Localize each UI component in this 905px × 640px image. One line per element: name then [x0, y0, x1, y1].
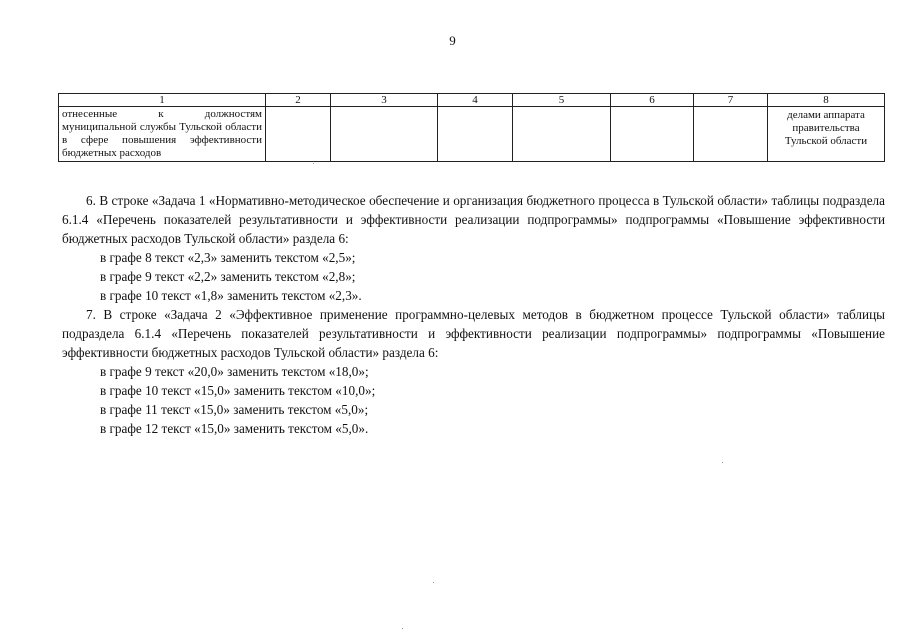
table-header-cell-6: 6: [611, 94, 694, 107]
table-cell-empty: [438, 107, 513, 162]
paragraph-7: 7. В строке «Задача 2 «Эффективное применение программно-целевых методов в бюджетном процессе Тульской области» таблицы подраздела 6.1.4 «Перечень показателей результативности и эффективности реализации подпрограммы» подпрограммы «Повышение эффективности бюджетных расходов Тульской области» раздела 6:: [62, 307, 885, 360]
table-header-cell-1: 1: [59, 94, 266, 107]
table-cell-empty: [266, 107, 331, 162]
table-header-cell-4: 4: [438, 94, 513, 107]
table-header-cell-3: 3: [331, 94, 438, 107]
table-header-row: [59, 94, 885, 107]
list-item: в графе 10 текст «15,0» заменить текстом «10,0»;: [100, 383, 376, 398]
list-item: в графе 8 текст «2,3» заменить текстом «2,5»;: [100, 250, 356, 265]
table-cell-empty: [611, 107, 694, 162]
list-item: в графе 11 текст «15,0» заменить текстом «5,0»;: [100, 402, 369, 417]
document-body: [62, 191, 885, 438]
table-cell-department: делами аппарата правительства Тульской области: [768, 107, 885, 162]
page-number: 9: [449, 33, 456, 48]
table-cell-description: отнесенные к должностям муниципальной службы Тульской области в сфере повышения эффективности бюджетных расходов: [59, 107, 266, 162]
table-row: [59, 107, 885, 162]
list-item: в графе 10 текст «1,8» заменить текстом «2,3».: [100, 288, 362, 303]
scan-speck: [722, 462, 723, 463]
list-item: в графе 9 текст «20,0» заменить текстом «18,0»;: [100, 364, 369, 379]
table-cell-empty: [513, 107, 611, 162]
table-header-cell-7: 7: [694, 94, 768, 107]
scan-speck: [313, 163, 314, 164]
document-table: [58, 93, 885, 162]
scan-speck: [402, 628, 403, 629]
list-item: в графе 12 текст «15,0» заменить текстом «5,0».: [100, 421, 369, 436]
paragraph-6: 6. В строке «Задача 1 «Нормативно-методическое обеспечение и организация бюджетного процесса в Тульской области» таблицы подраздела 6.1.4 «Перечень показателей результативности и эффективности реализации подпрограммы» подпрограммы «Повышение эффективности бюджетных расходов Тульской области» раздела 6:: [62, 193, 885, 246]
table-header-cell-8: 8: [768, 94, 885, 107]
table-header-cell-2: 2: [266, 94, 331, 107]
table-cell-empty: [331, 107, 438, 162]
scan-speck: [433, 582, 434, 583]
table-header-cell-5: 5: [513, 94, 611, 107]
list-item: в графе 9 текст «2,2» заменить текстом «2,8»;: [100, 269, 356, 284]
table-cell-empty: [694, 107, 768, 162]
